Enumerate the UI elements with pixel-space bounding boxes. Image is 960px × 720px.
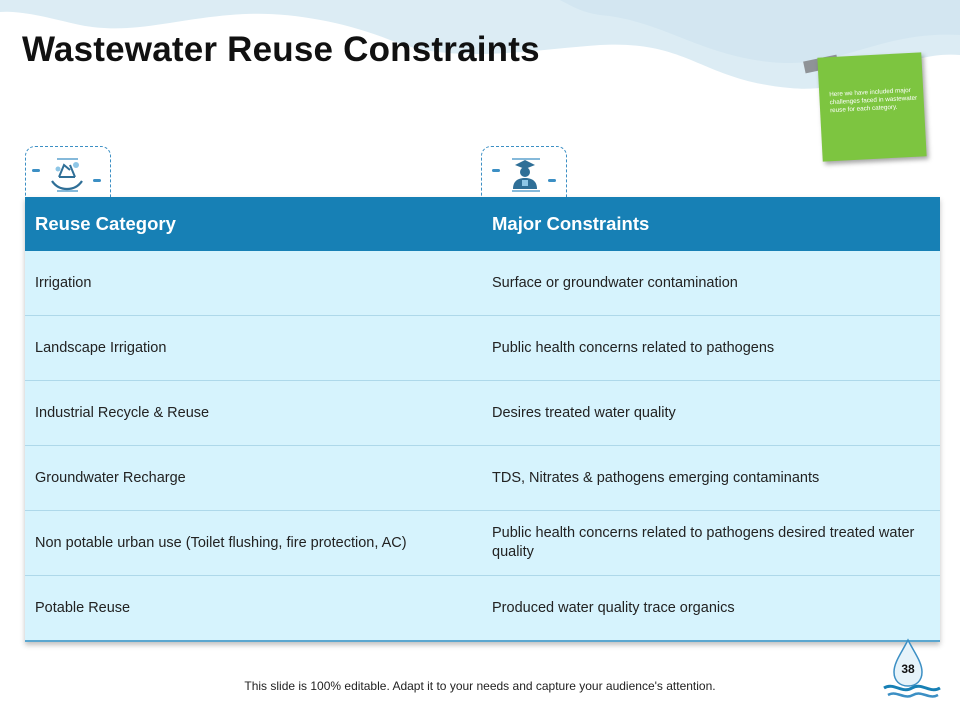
table-row [25, 251, 940, 316]
reuse-category-cell: Irrigation [25, 251, 482, 316]
constraints-table [25, 197, 940, 642]
reuse-category-cell: Landscape Irrigation [25, 316, 482, 381]
major-constraint-cell: Surface or groundwater contamination [482, 251, 940, 316]
slide-footer: This slide is 100% editable. Adapt it to your needs and capture your audience's attention. [244, 679, 716, 693]
reuse-category-cell: Potable Reuse [25, 576, 482, 642]
major-constraint-cell: Desires treated water quality [482, 381, 940, 446]
major-constraint-cell: TDS, Nitrates & pathogens emerging contaminants [482, 446, 940, 511]
sticky-note [817, 52, 926, 161]
sticky-note-text: Here we have included major challenges faced in wastewater reuse for each category. [829, 86, 918, 115]
reuse-category-cell: Groundwater Recharge [25, 446, 482, 511]
table-row [25, 511, 940, 576]
header-reuse-category: Reuse Category [25, 197, 482, 251]
reuse-category-cell: Industrial Recycle & Reuse [25, 381, 482, 446]
table-row [25, 446, 940, 511]
table-row [25, 576, 940, 642]
major-constraint-cell: Produced water quality trace organics [482, 576, 940, 642]
major-constraint-cell: Public health concerns related to pathogens [482, 316, 940, 381]
major-constraint-cell: Public health concerns related to pathogens desired treated water quality [482, 511, 940, 576]
reuse-category-cell: Non potable urban use (Toilet flushing, fire protection, AC) [25, 511, 482, 576]
table-header-row [25, 197, 940, 251]
slide-title: Wastewater Reuse Constraints [22, 30, 540, 69]
header-major-constraints: Major Constraints [482, 197, 940, 251]
page-number: 38 [901, 662, 915, 676]
table-row [25, 316, 940, 381]
table-row [25, 381, 940, 446]
